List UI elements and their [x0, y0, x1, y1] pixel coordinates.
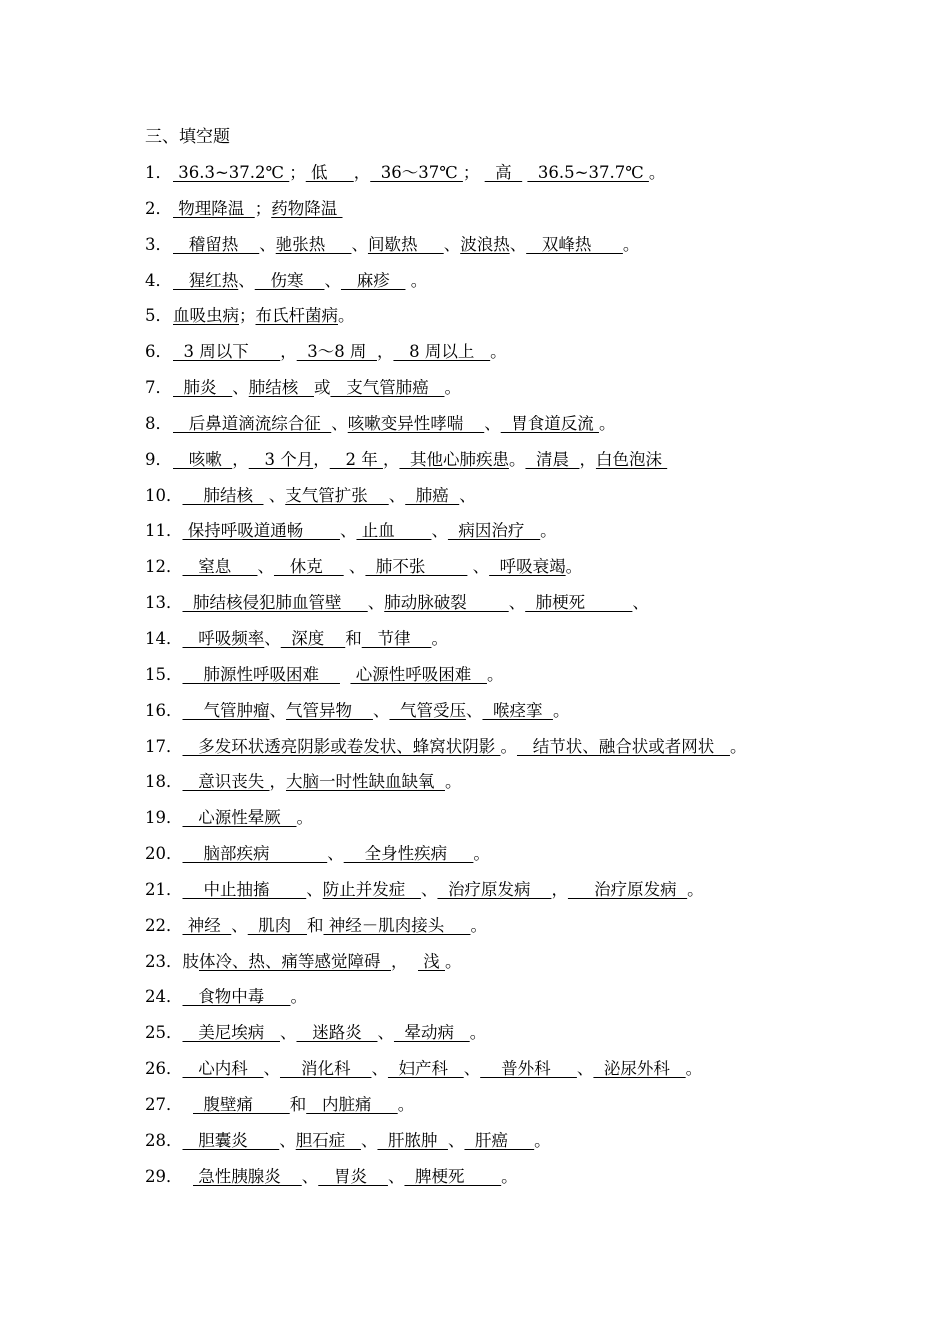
answer-separator: 肢 [182, 951, 199, 971]
answer-separator: 、 [279, 1130, 296, 1150]
answer-separator: 、 [238, 270, 255, 290]
answer-blank: 迷路炎 [296, 1023, 378, 1043]
answer-blank: 布氏杆菌病 [255, 306, 338, 326]
answer-blank: 支气管肺癌 [330, 378, 445, 398]
answer-separator: 和 [306, 915, 324, 935]
answer-separator: ； [462, 163, 485, 182]
answer-separator: 、 [371, 1059, 388, 1079]
answer-separator: ， [232, 449, 249, 469]
answer-separator: 、 [632, 593, 649, 613]
answer-separator: ， [269, 772, 286, 792]
answer-blank: 稽留热 [173, 234, 260, 254]
answer-separator: 。 [397, 1094, 415, 1114]
answer-blank: 呼吸衰竭 [489, 557, 566, 577]
answer-separator: 。 [296, 808, 313, 828]
answer-separator: ； [239, 306, 256, 326]
answer-separator: 、 [367, 593, 385, 613]
answer-number: 22． [145, 915, 183, 935]
answer-separator: 、 [420, 879, 438, 899]
answer-row [145, 555, 945, 591]
answer-separator: 、 [339, 521, 357, 541]
answer-row [145, 340, 945, 376]
answer-blank: 呼吸频率 [182, 628, 265, 648]
answer-separator: ， [376, 342, 394, 362]
answer-separator: 。 [565, 557, 583, 577]
answer-blank: 意识丧失 [182, 772, 270, 792]
answer-separator: 。 [444, 378, 461, 398]
answer-blank: 妇产科 [387, 1059, 464, 1079]
answer-row [145, 269, 945, 305]
answer-separator: 。 [552, 700, 570, 720]
answer-blank: 3 个月 [248, 449, 314, 469]
answer-blank: 窒息 [182, 557, 258, 577]
answer-blank: 肝脓肿 [377, 1130, 448, 1150]
answer-blank: 物理降温 [173, 198, 255, 218]
answer-row [145, 1021, 945, 1057]
answer-row [145, 663, 945, 699]
answer-separator: 、 [465, 700, 483, 720]
answer-separator: ， [391, 951, 418, 971]
answer-separator: 。 [444, 772, 462, 792]
answer-blank: 胃炎 [318, 1166, 388, 1186]
answer-blank: 心源性晕厥 [182, 808, 297, 828]
answer-blank: 保持呼吸道通畅 [182, 521, 340, 541]
answer-separator: ， [280, 342, 297, 362]
answer-row [145, 699, 945, 735]
answer-number: 20． [145, 844, 183, 864]
answer-number: 21． [145, 879, 183, 899]
answer-separator: 。 [508, 449, 526, 469]
answer-number: 28． [145, 1130, 183, 1150]
answer-separator: ； [289, 163, 306, 182]
answer-separator: 、 [343, 557, 366, 577]
answer-blank: 白色泡沫 [595, 449, 668, 469]
answer-separator: 、 [576, 1059, 594, 1079]
answer-separator: 、 [431, 521, 448, 541]
answer-separator: 。 [687, 879, 704, 899]
answer-row [145, 878, 945, 914]
answer-blank: 治疗原发病 [437, 879, 552, 899]
answer-number: 1． [145, 163, 172, 182]
answer-separator: ， [353, 163, 371, 182]
answer-separator: 。 [729, 736, 747, 756]
answer-separator: 、 [279, 1023, 297, 1043]
answer-blank: 急性胰腺炎 [193, 1166, 302, 1186]
answer-blank: 肺结核 [182, 485, 264, 505]
answer-separator: 、 [231, 915, 248, 935]
answer-blank: 伤寒 [254, 270, 325, 290]
answer-blank: 高 [484, 163, 523, 182]
answer-number: 25． [145, 1023, 183, 1043]
answer-separator: 和 [289, 1094, 307, 1114]
answer-separator [183, 1095, 194, 1114]
answer-separator: 。 [405, 270, 428, 290]
answer-blank: 猩红热 [173, 270, 239, 290]
answer-number: 12． [145, 557, 183, 577]
answer-separator: 、 [306, 879, 323, 899]
answer-blank: 神经－肌肉接头 [323, 915, 471, 935]
answer-row [145, 735, 945, 771]
answer-separator: 。 [486, 664, 504, 684]
answer-blank: 泌尿外科 [593, 1059, 686, 1079]
answer-blank: 腹壁痛 [193, 1094, 290, 1114]
answer-separator: 、 [484, 413, 501, 433]
answer-separator: 、 [467, 557, 490, 577]
answer-blank: 气管肿瘤 [182, 700, 270, 720]
answer-blank: 血吸虫病 [173, 306, 239, 326]
answer-row [145, 1165, 945, 1201]
answer-blank: 深度 [280, 628, 346, 648]
answer-blank: 普外科 [480, 1059, 577, 1079]
answer-row [145, 304, 945, 340]
answer-row [145, 412, 945, 448]
answer-separator: 。 [501, 1166, 518, 1186]
answer-blank: 肺源性呼吸困难 [182, 664, 340, 684]
answer-number: 4． [145, 270, 172, 290]
answer-row [145, 448, 945, 484]
answer-blank: 肺动脉破裂 [384, 593, 509, 613]
answer-blank: 病因治疗 [447, 521, 541, 541]
answer-blank: 低 [305, 163, 354, 182]
answer-blank: 中止抽搐 [182, 879, 307, 899]
answer-separator: 。 [685, 1059, 703, 1079]
answer-row [145, 233, 945, 269]
answer-separator: 、 [264, 628, 281, 648]
answer-separator: 。 [500, 736, 517, 756]
answer-separator: 和 [345, 628, 362, 648]
answer-blank: 浅 [418, 951, 445, 971]
answer-blank: 神经 [182, 915, 232, 935]
answer-row [145, 627, 945, 663]
answer-blank: 肺不张 [365, 557, 468, 577]
answer-separator: ， [579, 449, 596, 469]
answer-number: 3． [145, 234, 172, 254]
answer-separator: 、 [377, 1023, 394, 1043]
answer-separator: 、 [351, 234, 368, 254]
answer-separator: 、 [372, 700, 390, 720]
answer-blank: 美尼埃病 [182, 1023, 280, 1043]
answer-separator: 、 [257, 557, 274, 577]
answer-number: 6． [145, 342, 172, 362]
answer-blank: 心内科 [182, 1059, 264, 1079]
answer-blank: 间歇热 [367, 234, 444, 254]
answer-separator: 、 [259, 234, 276, 254]
answer-separator: 。 [648, 163, 666, 182]
answer-separator: 、 [263, 485, 286, 505]
answer-separator: 、 [508, 593, 526, 613]
answer-separator: 、 [360, 1130, 378, 1150]
answer-blank: 波浪热 [460, 234, 510, 254]
answer-separator: ； [254, 198, 272, 218]
answer-separator: ， [382, 449, 400, 469]
answer-number: 27． [145, 1094, 183, 1114]
answer-number: 17． [145, 736, 183, 756]
answer-separator: 。 [598, 413, 616, 433]
answer-blank: 2 年 [329, 449, 383, 469]
answer-list [145, 161, 945, 1200]
answer-separator: 或 [313, 378, 331, 398]
answer-number: 24． [145, 987, 183, 1007]
answer-number: 10． [145, 485, 183, 505]
answer-blank: 体冷、热、痛等感觉障碍 [199, 951, 391, 971]
answer-blank: 肺结核侵犯肺血管壁 [182, 593, 368, 613]
answer-separator [183, 1167, 194, 1186]
answer-blank: 8 周以上 [393, 342, 491, 362]
answer-blank: 气管受压 [389, 700, 466, 720]
answer-blank: 双峰热 [526, 234, 623, 254]
answer-number: 29． [145, 1166, 183, 1186]
answer-row [145, 985, 945, 1021]
answer-row [145, 484, 945, 520]
answer-blank: 药物降温 [271, 198, 343, 218]
answer-blank: 内脏痛 [306, 1094, 398, 1114]
answer-blank: 止血 [356, 521, 432, 541]
answer-blank: 结节状、融合状或者网状 [516, 736, 730, 756]
answer-blank: 全身性疾病 [343, 844, 474, 864]
answer-number: 13． [145, 593, 183, 613]
answer-separator: 、 [459, 485, 476, 505]
answer-row [145, 376, 945, 412]
answer-separator: 。 [490, 342, 507, 362]
answer-row [145, 519, 945, 555]
answer-number: 15． [145, 664, 183, 684]
answer-row [145, 842, 945, 878]
answer-blank: 治疗原发病 [567, 879, 688, 899]
answer-row [145, 806, 945, 842]
answer-number: 14． [145, 628, 183, 648]
answer-number: 23． [145, 951, 183, 971]
answer-blank: 节律 [361, 628, 432, 648]
answer-separator: 、 [269, 700, 286, 720]
answer-number: 19． [145, 808, 183, 828]
answer-number: 8． [145, 413, 172, 433]
answer-blank: 支气管扩张 [285, 485, 389, 505]
answer-separator: 、 [447, 1130, 465, 1150]
answer-separator: 。 [469, 1023, 487, 1043]
answer-blank: 3～8 周 [296, 342, 377, 362]
answer-separator: ， [313, 449, 330, 469]
answer-separator: 、 [509, 234, 527, 254]
answer-separator: 、 [463, 1059, 481, 1079]
answer-blank: 肺梗死 [525, 593, 633, 613]
answer-separator: 、 [324, 270, 341, 290]
answer-blank: 脾梗死 [404, 1166, 502, 1186]
answer-separator: 。 [431, 628, 448, 648]
answer-separator: 。 [470, 915, 487, 935]
answer-separator: 、 [387, 1166, 405, 1186]
answer-row [145, 770, 945, 806]
answer-blank: 36.3~37.2℃ [173, 163, 290, 182]
answer-row [145, 950, 945, 986]
answer-blank: 肝癌 [464, 1130, 535, 1150]
answer-blank: 36～37℃ [370, 163, 463, 182]
answer-blank: 36.5~37.7℃ [527, 163, 649, 182]
answer-number: 26． [145, 1059, 183, 1079]
answer-blank: 食物中毒 [182, 987, 291, 1007]
answer-separator: 。 [534, 1130, 551, 1150]
answer-number: 2． [145, 198, 172, 218]
answer-row [145, 197, 945, 233]
answer-separator: 。 [445, 951, 462, 971]
answer-blank: 晕动病 [393, 1023, 470, 1043]
answer-blank: 气管异物 [285, 700, 373, 720]
answer-separator: 。 [473, 844, 490, 864]
answer-number: 11． [145, 521, 183, 541]
answer-row [145, 591, 945, 627]
answer-row [145, 1057, 945, 1093]
answer-number: 18． [145, 772, 183, 792]
answer-row [145, 161, 945, 197]
answer-blank: 3 周以下 [173, 342, 281, 362]
answer-row [145, 1129, 945, 1165]
answer-blank: 胆囊炎 [182, 1130, 280, 1150]
answer-blank: 肌肉 [247, 915, 307, 935]
answer-blank: 肺炎 [173, 378, 233, 398]
answer-separator: 、 [388, 485, 406, 505]
answer-blank: 多发环状透亮阴影或卷发状、蜂窝状阴影 [182, 736, 501, 756]
answer-blank: 胃食道反流 [500, 413, 599, 433]
answer-separator: 。 [622, 234, 640, 254]
answer-blank: 咳嗽 [173, 449, 233, 469]
answer-separator: 。 [540, 521, 557, 541]
answer-separator: 、 [301, 1166, 319, 1186]
answer-separator: 、 [443, 234, 461, 254]
answer-separator: ， [551, 879, 568, 899]
answer-row [145, 1093, 945, 1129]
answer-separator: 、 [263, 1059, 280, 1079]
answer-separator: 、 [232, 378, 249, 398]
section-heading: 三、填空题 [145, 127, 230, 147]
answer-blank: 后鼻道滴流综合征 [173, 413, 332, 433]
answer-blank: 其他心肺疾患 [399, 449, 509, 469]
answer-blank: 休克 [273, 557, 344, 577]
answer-number: 5． [145, 306, 172, 326]
answer-separator: 、 [331, 413, 348, 433]
answer-blank: 驰张热 [275, 234, 352, 254]
answer-blank: 肺癌 [405, 485, 460, 505]
answer-blank: 喉痉挛 [482, 700, 553, 720]
answer-blank: 咳嗽变异性哮喘 [347, 413, 485, 433]
answer-separator: 。 [338, 306, 355, 326]
answer-blank: 防止并发症 [322, 879, 421, 899]
answer-blank: 脑部疾病 [182, 844, 328, 864]
answer-blank: 麻疹 [340, 270, 406, 290]
answer-number: 16． [145, 700, 183, 720]
answer-separator [340, 665, 351, 684]
answer-separator: 、 [327, 844, 344, 864]
answer-blank: 心源性呼吸困难 [350, 664, 487, 684]
answer-blank: 胆石症 [295, 1130, 361, 1150]
answer-blank: 大脑一时性缺血缺氧 [285, 772, 445, 792]
answer-blank: 肺结核 [248, 378, 314, 398]
answer-blank: 清晨 [525, 449, 580, 469]
answer-number: 7． [145, 378, 172, 398]
answer-number: 9． [145, 449, 172, 469]
answer-separator: 。 [290, 987, 307, 1007]
answer-row [145, 914, 945, 950]
answer-blank: 消化科 [279, 1059, 372, 1079]
